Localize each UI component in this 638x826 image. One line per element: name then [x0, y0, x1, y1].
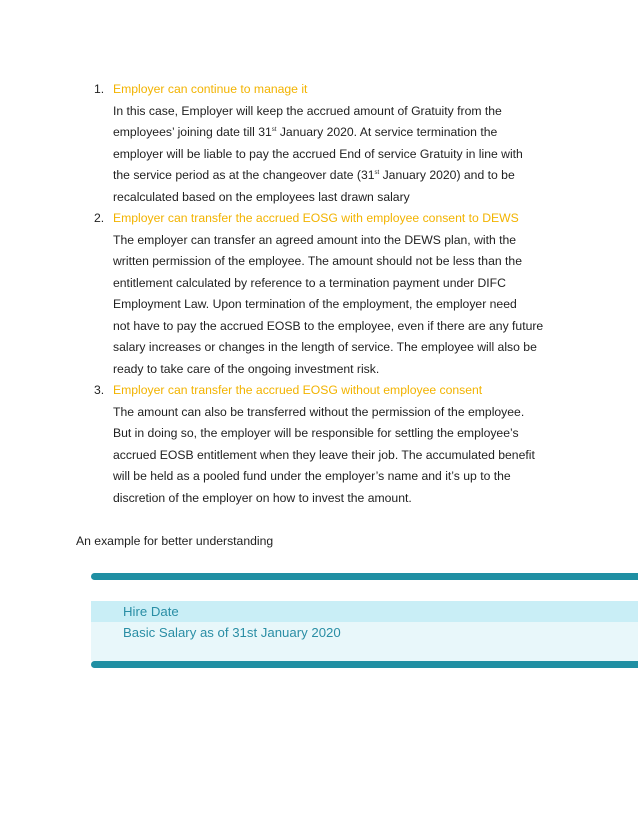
item-heading: Employer can continue to manage it [113, 82, 308, 96]
example-table [91, 573, 638, 671]
paragraph-line: the service period as at the changeover date (31st January 2020) and to be [113, 168, 515, 182]
item-heading: Employer can transfer the accrued EOSG with employee consent to DEWS [113, 211, 519, 225]
paragraph-line: entitlement calculated by reference to a termination payment under DIFC [113, 275, 506, 290]
paragraph-line: not have to pay the accrued EOSB to the employee, even if there are any future [113, 318, 544, 333]
list-item [94, 208, 574, 380]
paragraph-line: discretion of the employer on how to invest the amount. [113, 490, 412, 505]
item-number: 3. [94, 383, 105, 397]
item-number: 2. [94, 211, 105, 225]
item-paragraph [113, 402, 574, 510]
table-bottom-border [91, 661, 638, 668]
ordinal-suffix: st [374, 170, 380, 176]
paragraph-line: accrued EOSB entitlement when they leave their job. The accumulated benefit [113, 447, 535, 462]
item-number: 1. [94, 82, 105, 96]
ordinal-suffix: st [271, 127, 277, 133]
paragraph-line: The employer can transfer an agreed amount into the DEWS plan, with the [113, 232, 517, 247]
list-item [94, 79, 574, 208]
paragraph-line: employees’ joining date till 31st January 2020. At service termination the [113, 125, 498, 139]
paragraph-line: But in doing so, the employer will be responsible for settling the employee’s [113, 426, 519, 440]
table-footer-space [91, 643, 638, 661]
options-list [94, 79, 574, 509]
example-caption: An example for better understanding [76, 534, 274, 548]
paragraph-line: salary increases or changes in the length of service. The employee will also be [113, 340, 537, 354]
paragraph-line: In this case, Employer will keep the accrued amount of Gratuity from the [113, 103, 502, 118]
table-top-border [91, 573, 638, 580]
paragraph-line: ready to take care of the ongoing investment risk. [113, 361, 380, 376]
list-item [94, 380, 574, 509]
paragraph-line: Employment Law. Upon termination of the employment, the employer need [113, 297, 517, 311]
paragraph-line: recalculated based on the employees last drawn salary [113, 189, 410, 204]
paragraph-line: The amount can also be transferred without the permission of the employee. [113, 404, 525, 419]
item-paragraph [113, 101, 574, 209]
item-heading: Employer can transfer the accrued EOSG without employee consent [113, 383, 483, 397]
item-paragraph [113, 230, 574, 381]
table-header-space [91, 580, 638, 601]
table-row-hire-date: Hire Date [91, 601, 638, 622]
paragraph-line: written permission of the employee. The amount should not be less than the [113, 254, 522, 268]
paragraph-line: employer will be liable to pay the accrued End of service Gratuity in line with [113, 146, 523, 161]
table-row-basic-salary: Basic Salary as of 31st January 2020 [91, 622, 638, 643]
paragraph-line: will be held as a pooled fund under the employer’s name and it’s up to the [113, 469, 511, 483]
